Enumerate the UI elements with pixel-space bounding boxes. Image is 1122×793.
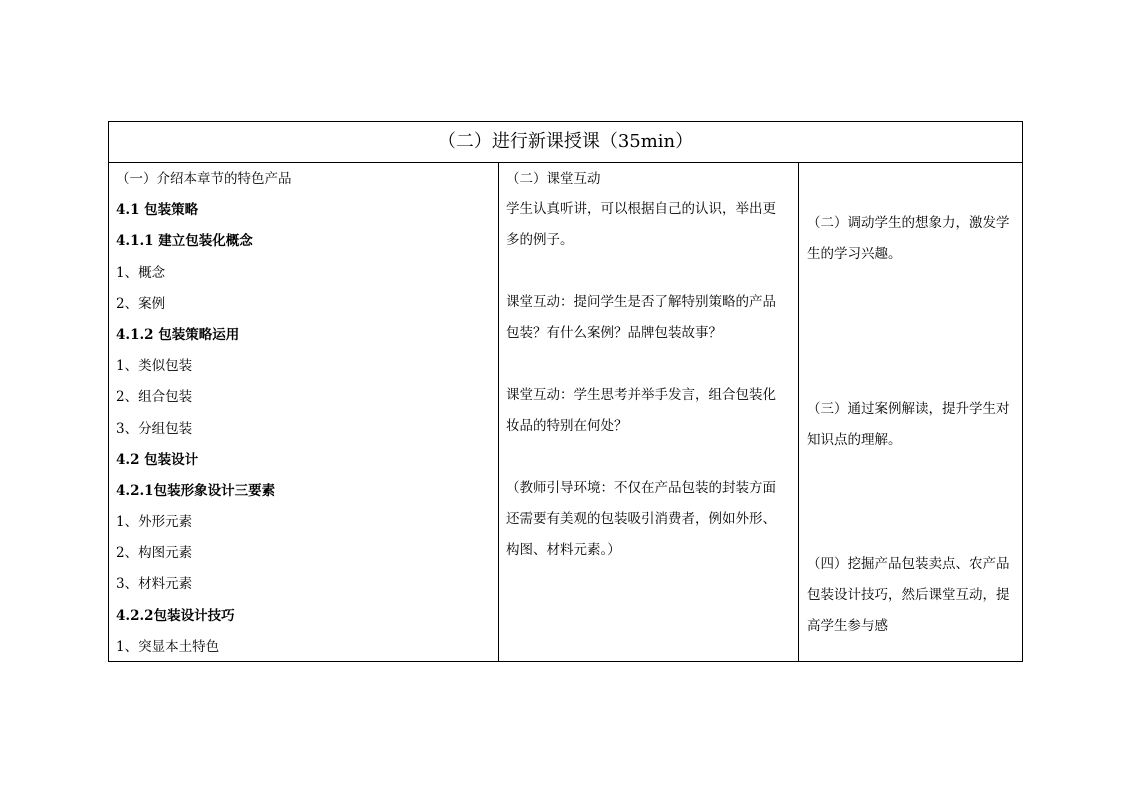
interaction-line bbox=[506, 442, 798, 473]
content-line: 4.2.2包装设计技巧 bbox=[116, 607, 235, 624]
content-line: 4.2 包装设计 bbox=[116, 451, 199, 468]
lesson-table bbox=[108, 121, 1023, 662]
content-line: 2、组合包装 bbox=[116, 389, 193, 406]
content-line: 1、概念 bbox=[116, 264, 166, 281]
interaction-line: 多的例子。 bbox=[506, 232, 574, 249]
purpose-line: 知识点的理解。 bbox=[807, 432, 902, 448]
content-line: 1、外形元素 bbox=[116, 514, 193, 531]
content-line: 4.1 包装策略 bbox=[116, 202, 199, 219]
purpose-line bbox=[807, 332, 1022, 363]
table-title: （二）进行新课授课（35min） bbox=[109, 122, 1022, 163]
content-line: （一）介绍本章节的特色产品 bbox=[116, 171, 292, 187]
interaction-line bbox=[506, 256, 798, 287]
interaction-line: 学生认真听讲，可以根据自己的认识，举出更 bbox=[506, 201, 776, 218]
content-line: 2、构图元素 bbox=[116, 545, 193, 562]
purpose-line bbox=[807, 456, 1022, 487]
content-line: 3、分组包装 bbox=[116, 420, 193, 437]
interaction-line: 包装？有什么案例？品牌包装故事？ bbox=[506, 325, 722, 342]
purpose-line bbox=[807, 518, 1022, 549]
purpose-line: （三）通过案例解读，提升学生对 bbox=[807, 401, 1010, 417]
purpose-line bbox=[807, 363, 1022, 394]
purpose-line bbox=[807, 177, 1022, 208]
interaction-heading: （二）课堂互动 bbox=[506, 171, 601, 187]
content-line: 1、类似包装 bbox=[116, 358, 193, 375]
purpose-line: （二）调动学生的想象力，激发学 bbox=[807, 215, 1010, 231]
purpose-line bbox=[807, 301, 1022, 332]
purpose-line bbox=[807, 270, 1022, 301]
purpose-line: 包装设计技巧，然后课堂互动，提 bbox=[807, 587, 1010, 603]
interaction-line: 课堂互动：学生思考并举手发言，组合包装化 bbox=[506, 387, 776, 404]
interaction-line: 还需要有美观的包装吸引消费者，例如外形、 bbox=[506, 511, 776, 528]
purpose-line bbox=[807, 487, 1022, 518]
content-line: 3、材料元素 bbox=[116, 576, 193, 593]
purpose-line: 高学生参与感 bbox=[807, 618, 888, 634]
interaction-line: 课堂互动：提问学生是否了解特别策略的产品 bbox=[506, 294, 776, 311]
purpose-line: 生的学习兴趣。 bbox=[807, 246, 902, 262]
interaction-line: 构图、材料元素。） bbox=[506, 542, 621, 559]
purpose-column bbox=[799, 163, 1022, 661]
content-line: 2、案例 bbox=[116, 295, 166, 312]
content-line: 1、突显本土特色 bbox=[116, 638, 220, 655]
interaction-line bbox=[506, 349, 798, 380]
content-line: 4.2.1包装形象设计三要素 bbox=[116, 482, 276, 499]
interaction-column bbox=[499, 163, 799, 661]
content-line: 4.1.1 建立包装化概念 bbox=[116, 233, 253, 250]
content-column bbox=[109, 163, 499, 661]
interaction-line: （教师引导环境：不仅在产品包装的封装方面 bbox=[506, 480, 776, 497]
interaction-line: 妆品的特别在何处？ bbox=[506, 418, 628, 435]
content-line: 4.1.2 包装策略运用 bbox=[116, 326, 240, 343]
purpose-line: （四）挖掘产品包装卖点、农产品 bbox=[807, 556, 1010, 572]
